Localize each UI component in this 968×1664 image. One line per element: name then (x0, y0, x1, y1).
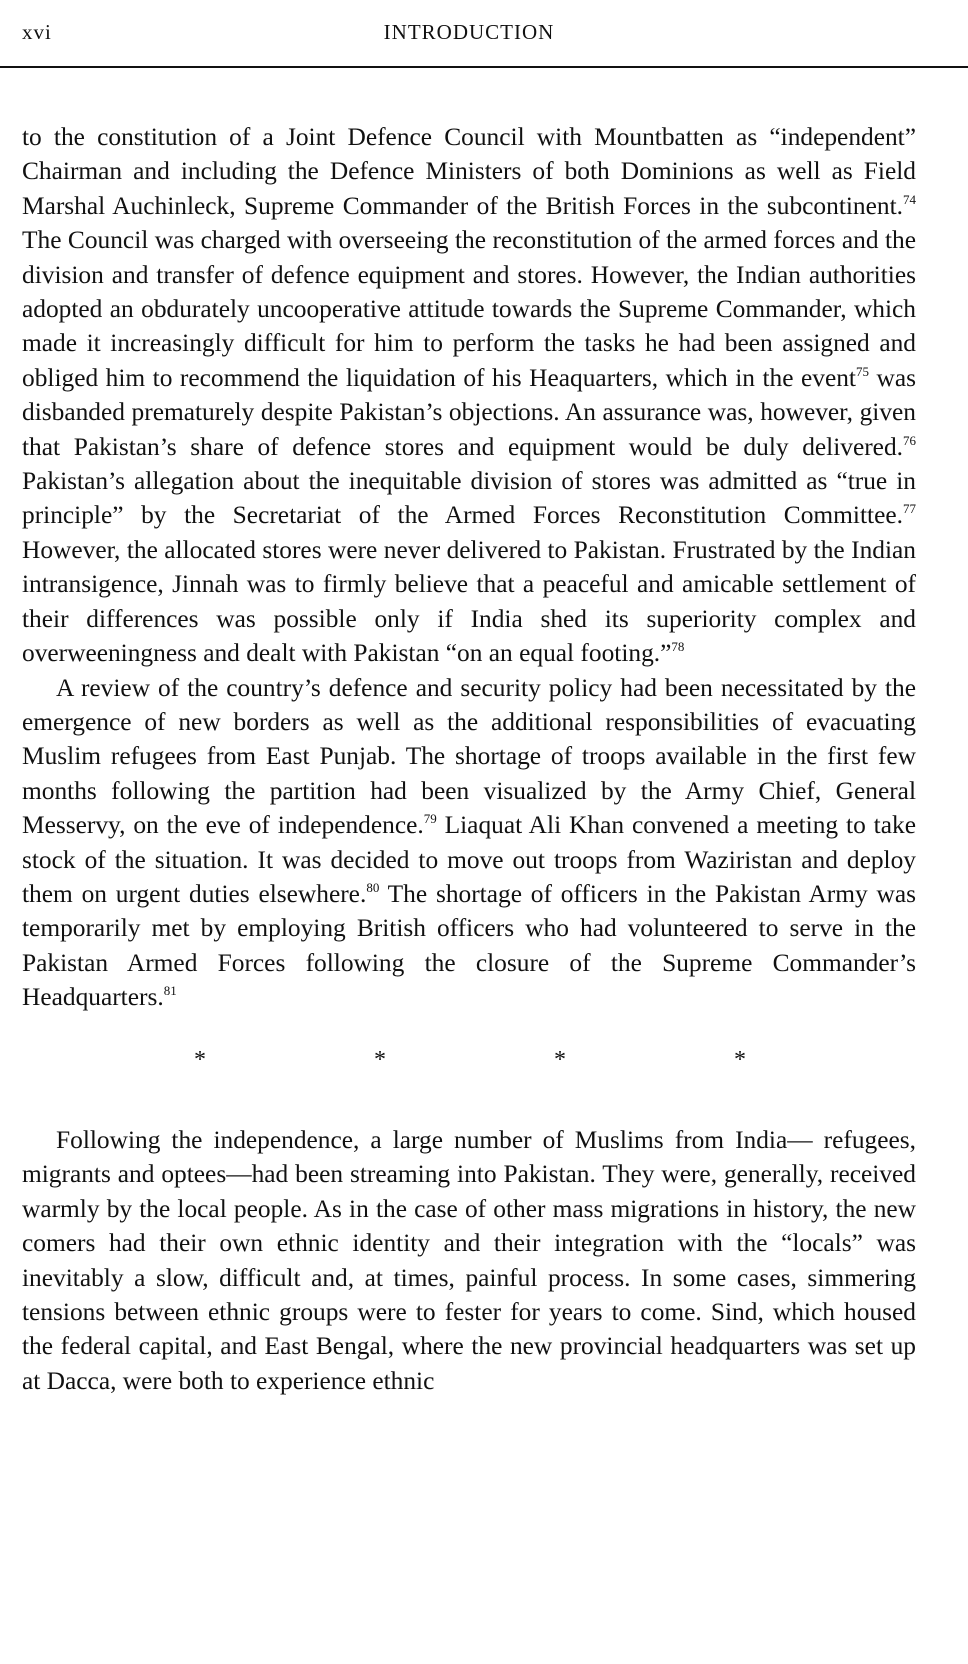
paragraph (22, 1123, 916, 1398)
text-run: The shortage of officers in the Pakistan Army was temporarily met by employing British officers who had volunteered to serve in the Pakistan Armed Forces following the closure of the Supreme Commander’s Headquarters. (22, 879, 916, 1012)
footnote-ref: 76 (903, 432, 916, 448)
paragraph (22, 671, 916, 1015)
text-run: to the constitution of a Joint Defence Council with Mountbatten as “independent” Chairman and including the Defence Ministers of both Dominions as well as Field Marshal Auchinleck, Supreme Commander of the British Forces in the subcontinent. (22, 123, 916, 220)
text-run: Liaquat Ali Khan convened a meeting to take stock of the situation. It was decided to move out troops from Waziristan and deploy them on urgent duties elsewhere. (22, 811, 916, 908)
text-run: Pakistan’s allegation about the inequitable division of stores was admitted as “true in principle” by the Secretariat of the Armed Forces Reconstitution Committee. (22, 467, 916, 530)
text-run: The Council was charged with overseeing the reconstitution of the armed forces and the division and transfer of defence equipment and stores. However, the Indian authorities adopted an obdurately uncooperative attitude towards the Supreme Commander, which made it increasingly difficult for him to perform the tasks he had been assigned and obliged him to recommend the liquidation of his Heaquarters, which in the event (22, 226, 916, 392)
text-run: was disbanded prematurely despite Pakistan’s objections. An assurance was, however, given that Pakistan’s share of defence stores and equipment would be duly delivered. (22, 363, 916, 461)
text-run: However, the allocated stores were never delivered to Pakistan. Frustrated by the Indian intransigence, Jinnah was to firmly believe that a peaceful and amicable settlement of their differences was possible only if India shed its superiority complex and overweeningness and dealt with Pakistan “on an equal footing.” (22, 535, 916, 668)
body-text (22, 120, 916, 1398)
page-number: xvi (22, 20, 52, 44)
footnote-ref: 75 (855, 363, 869, 379)
footnote-ref: 81 (163, 983, 177, 999)
text-run: A review of the country’s defence and security policy had been necessitated by the emergence of new borders as well as the additional responsibilities of evacuating Muslim refugees from East Punjab. The shortage of troops available in the first few months following the partition had been visualized by the Army Chief, General Messervy, on the eve of independence. (22, 673, 916, 840)
asterisk: * (374, 1046, 386, 1073)
asterisk: * (554, 1046, 566, 1073)
paragraph (22, 120, 916, 671)
page-header (22, 0, 916, 56)
section-break (22, 1043, 916, 1077)
footnote-ref: 78 (671, 639, 685, 655)
asterisk: * (734, 1046, 746, 1073)
footnote-ref: 77 (903, 501, 916, 517)
footnote-ref: 74 (903, 191, 916, 207)
footnote-ref: 80 (366, 879, 380, 895)
footnote-ref: 79 (423, 811, 437, 827)
text-run: Following the independence, a large number of Muslims from India— refugees, migrants and optees—had been streaming into Pakistan. They were, generally, received warmly by the local people. As in the case of other mass migrations in history, the new comers had their own ethnic identity and their integration with the “locals” was inevitably a slow, difficult and, at times, painful process. In some cases, simmering tensions between ethnic groups were to fester for years to come. Sind, which housed the federal capital, and East Bengal, where the new provincial headquarters was set up at Dacca, were both to experience ethnic (22, 1125, 916, 1395)
header-rule (0, 66, 968, 68)
asterisk: * (194, 1046, 206, 1073)
running-head: INTRODUCTION (383, 20, 555, 44)
